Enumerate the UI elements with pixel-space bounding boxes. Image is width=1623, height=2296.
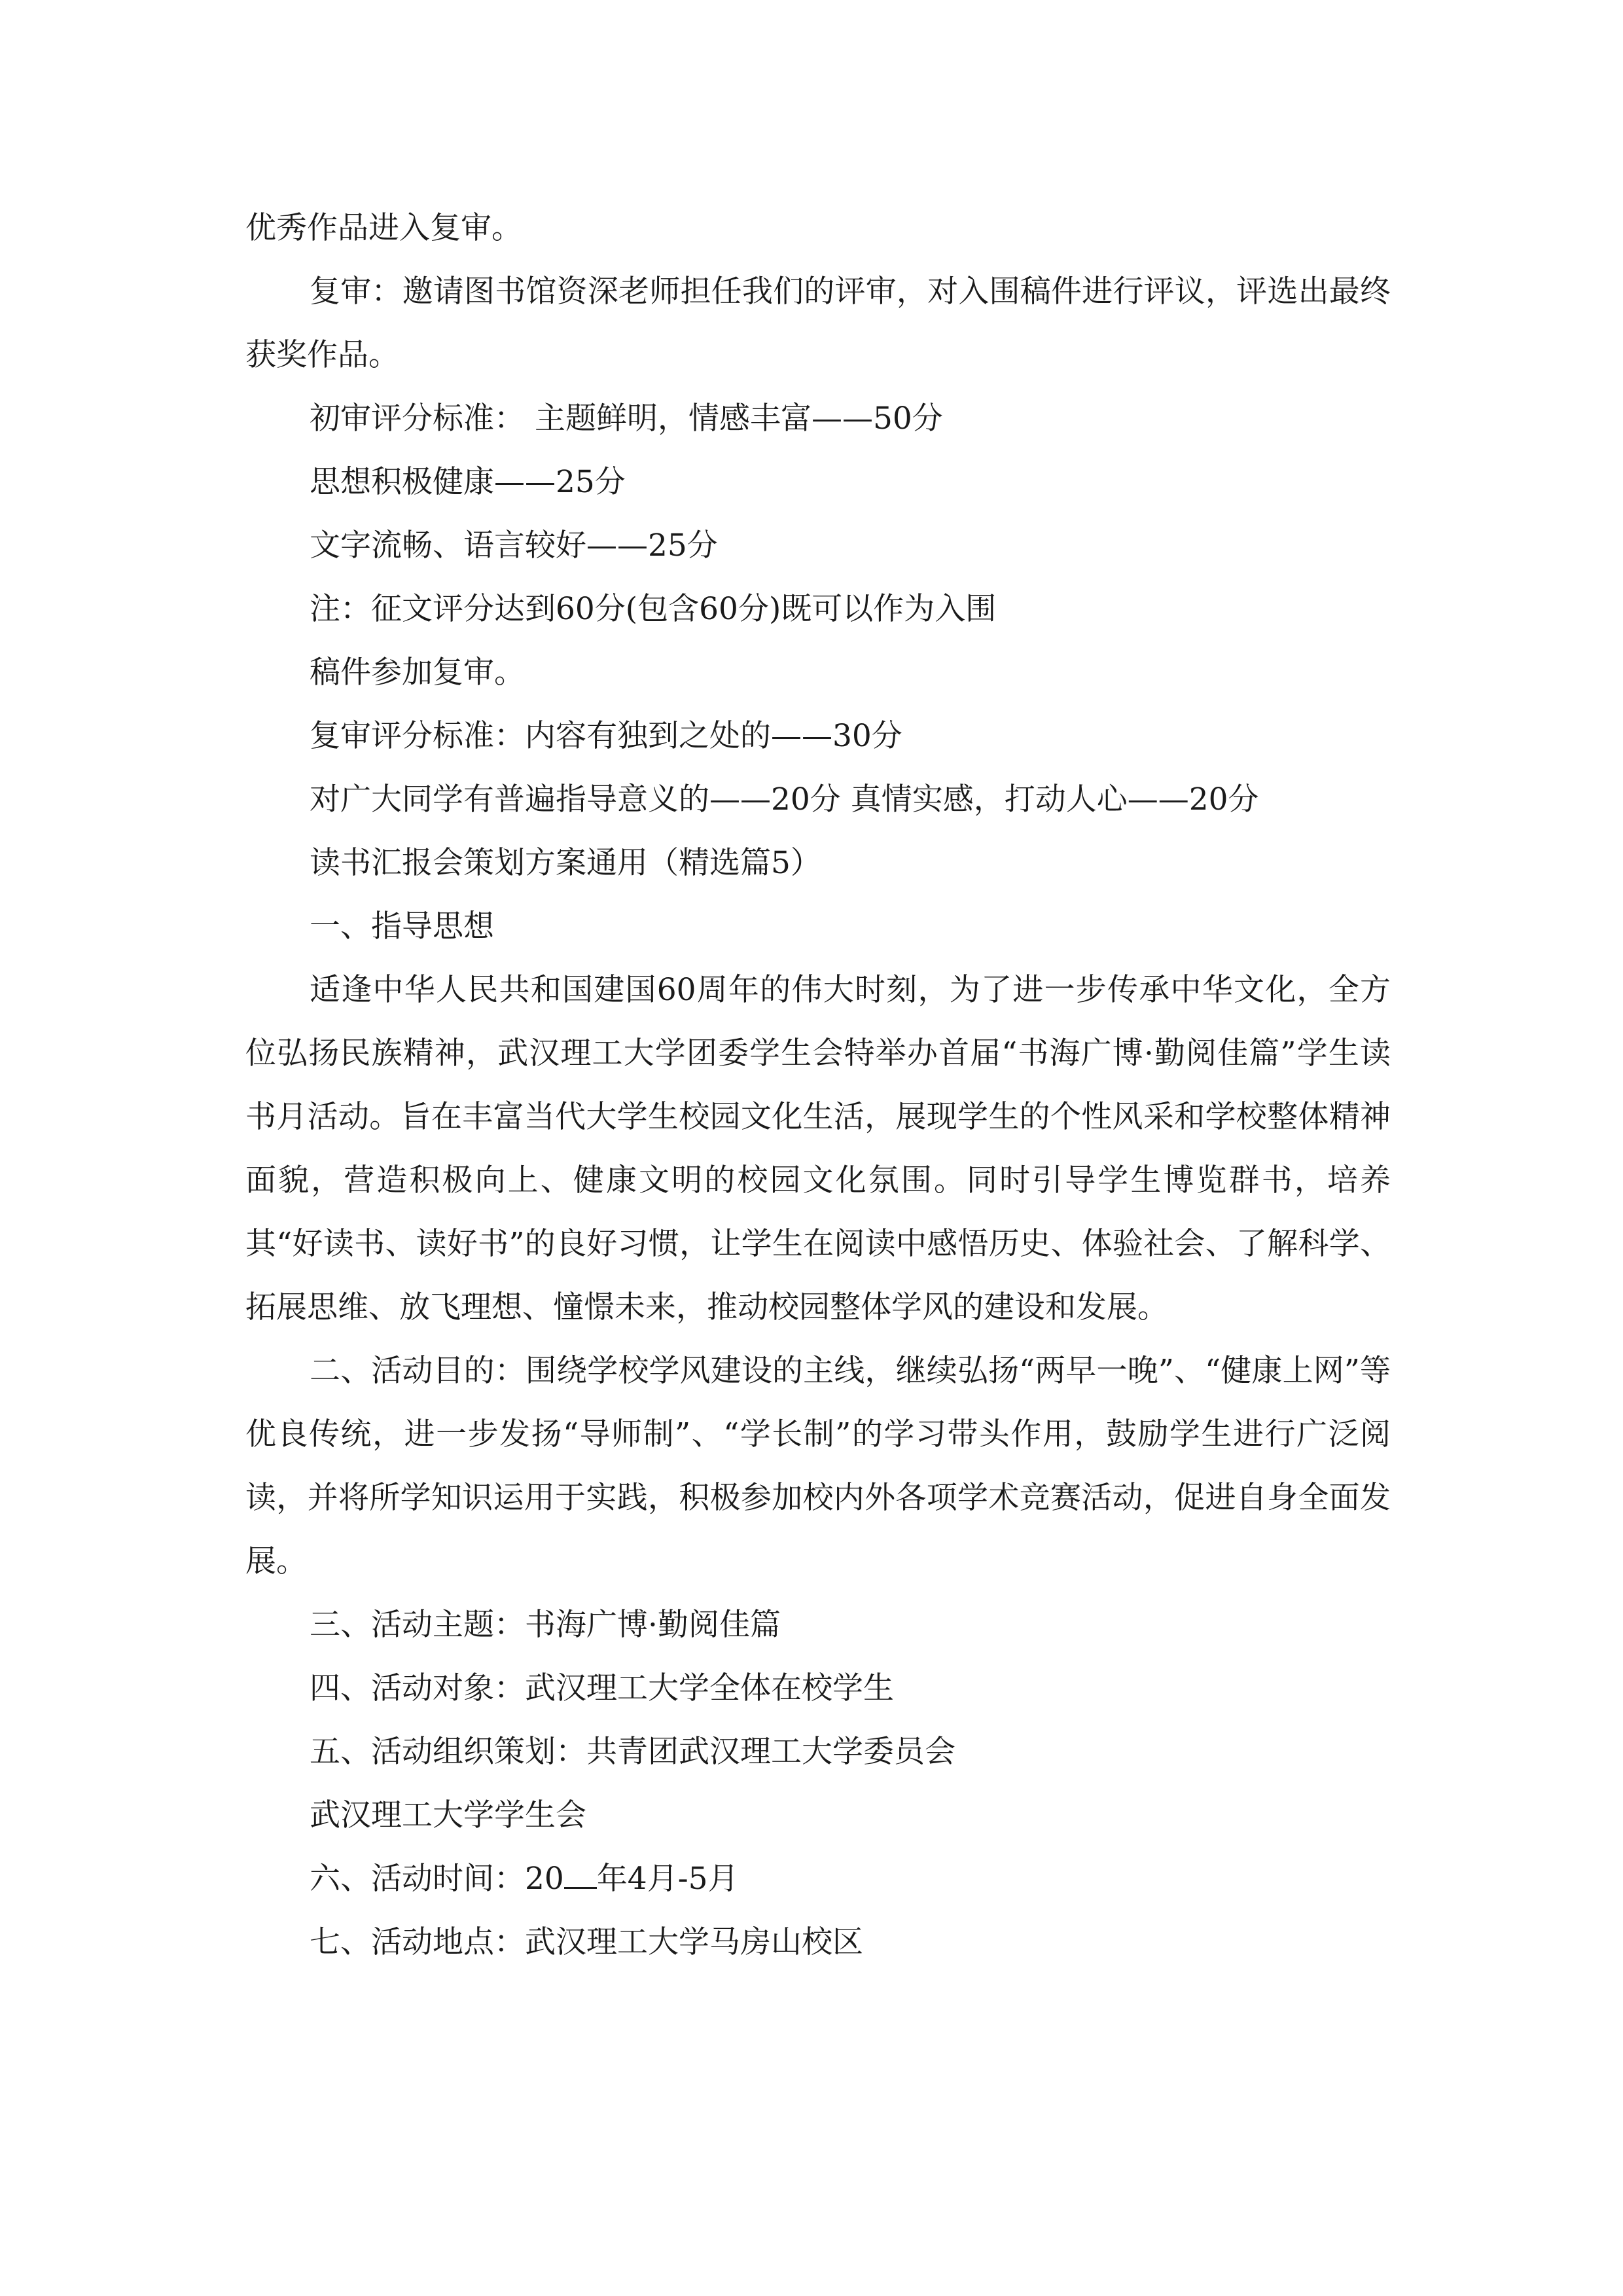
paragraph: 文字流畅、语言较好——25分 [310, 528, 718, 564]
paragraph: 稿件参加复审。 [310, 655, 525, 691]
paragraph-list [245, 196, 1391, 1847]
activity-time-prefix: 六、活动时间：20 [310, 1861, 564, 1897]
paragraph: 三、活动主题：书海广博·勤阅佳篇 [310, 1607, 781, 1643]
paragraph: 思想积极健康——25分 [310, 464, 626, 500]
activity-time-line [245, 1847, 1391, 1910]
paragraph: 复审：邀请图书馆资深老师担任我们的评审，对入围稿件进行评议，评选出最终获奖作品。 [245, 274, 1391, 373]
paragraph: 复审评分标准：内容有独到之处的——30分 [310, 718, 902, 754]
paragraph: 适逢中华人民共和国建国60周年的伟大时刻，为了进一步传承中华文化，全方位弘扬民族精神，武汉理工大学团委学生会特举办首届“书海广博·勤阅佳篇”学生读书月活动。旨在丰富当代大学生校园文化生活，展现学生的个性风采和学校整体精神面貌，营造积极向上、健康文明的校园文化氛围。同时引导学生博览群书，培养其“好读书、读好书”的良好习惯，让学生在阅读中感悟历史、体验社会、了解科学、拓展思维、放飞理想、憧憬未来，推动校园整体学风的建设和发展。 [245, 972, 1391, 1325]
paragraph: 初审评分标准： 主题鲜明，情感丰富——50分 [310, 401, 943, 437]
paragraph: 二、活动目的：围绕学校学风建设的主线，继续弘扬“两早一晚”、“健康上网”等优良传统，进一步发扬“导师制”、“学长制”的学习带头作用，鼓励学生进行广泛阅读，并将所学知识运用于实践，积极参加校内外各项学术竞赛活动，促进自身全面发展。 [245, 1353, 1391, 1579]
activity-time-suffix: 年4月-5月 [596, 1861, 739, 1897]
paragraph: 对广大同学有普遍指导意义的——20分 真情实感，打动人心——20分 [310, 781, 1259, 817]
activity-location-line: 七、活动地点：武汉理工大学马房山校区 [310, 1924, 863, 1960]
paragraph: 读书汇报会策划方案通用（精选篇5） [310, 845, 821, 881]
paragraph: 一、指导思想 [310, 908, 494, 944]
paragraph: 注：征文评分达到60分(包含60分)既可以作为入围 [310, 591, 997, 627]
paragraph: 武汉理工大学学生会 [310, 1797, 586, 1833]
paragraph: 四、活动对象：武汉理工大学全体在校学生 [310, 1670, 894, 1706]
year-blank [564, 1861, 597, 1889]
paragraph: 优秀作品进入复审。 [245, 210, 522, 246]
paragraph: 五、活动组织策划：共青团武汉理工大学委员会 [310, 1734, 955, 1770]
document-body [245, 196, 1391, 1974]
